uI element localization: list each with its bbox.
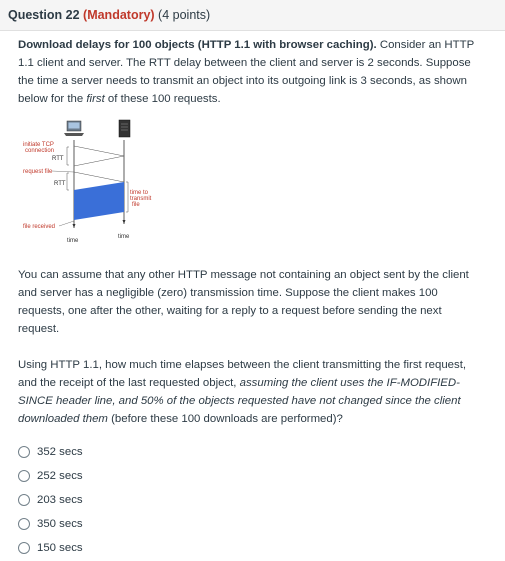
label-rtt-1: RTT	[52, 156, 64, 162]
label-transmit: transmit	[130, 196, 152, 202]
question-paragraph-3	[18, 356, 484, 428]
paragraph-1-text-a: Consider an HTTP 1.1 client and server. The RTT delay between the client and server is 2 seconds. Suppose the time a server needs to transmit an object into its outgoing link is 3 seconds, as shown below for the	[18, 39, 474, 105]
question-bold-lead: Download delays for 100 objects (HTTP 1.1 with browser caching).	[18, 39, 377, 51]
mandatory-label: (Mandatory)	[83, 8, 155, 22]
label-time-to: time to	[130, 190, 149, 196]
label-rtt-2: RTT	[54, 181, 66, 187]
label-time-server: time	[118, 234, 130, 240]
answer-option[interactable]	[18, 464, 83, 488]
answer-option[interactable]	[18, 536, 83, 560]
question-title	[8, 8, 210, 22]
radio-button[interactable]	[18, 542, 30, 554]
server-icon	[119, 120, 130, 137]
client-computer-icon	[64, 121, 84, 136]
option-label: 203 secs	[37, 494, 83, 506]
option-label: 352 secs	[37, 446, 83, 458]
label-initiate-tcp: initiate TCP	[23, 142, 54, 148]
points-label: (4 points)	[158, 8, 211, 22]
question-paragraph-1	[18, 36, 484, 108]
question-number: Question 22	[8, 8, 80, 22]
label-file: file	[132, 202, 140, 208]
paragraph-1-text-b: of these 100 requests.	[104, 93, 221, 105]
radio-button[interactable]	[18, 446, 30, 458]
radio-button[interactable]	[18, 470, 30, 482]
label-time-client: time	[67, 238, 79, 244]
timing-diagram	[22, 116, 182, 256]
label-request-file: request file	[23, 169, 53, 175]
paragraph-3-text-a: Using HTTP 1.1, how much time elapses between the client transmitting the first request, and the receipt of the last requested object,	[18, 359, 467, 389]
radio-button[interactable]	[18, 518, 30, 530]
option-label: 252 secs	[37, 470, 83, 482]
question-paragraph-2: You can assume that any other HTTP message not containing an object sent by the client and server has a negligible (zero) transmission time. Suppose the client makes 100 requests, one after the other, waiting for a reply to a request before sending the next request.	[18, 269, 469, 335]
paragraph-3-text-b: (before these 100 downloads are performed)?	[107, 413, 343, 425]
label-file-received: file received	[23, 224, 56, 230]
answer-option[interactable]	[18, 512, 83, 536]
answer-options	[18, 440, 83, 560]
radio-button[interactable]	[18, 494, 30, 506]
paragraph-1-italic: first	[86, 93, 105, 105]
question-header	[0, 0, 505, 31]
answer-option[interactable]	[18, 488, 83, 512]
label-connection: connection	[25, 148, 55, 154]
answer-option[interactable]	[18, 440, 83, 464]
option-label: 150 secs	[37, 542, 83, 554]
timing-diagram-svg	[22, 116, 182, 256]
option-label: 350 secs	[37, 518, 83, 530]
file-transmission-box	[74, 182, 124, 220]
paragraph-3-italic: assuming the client uses the IF-MODIFIED-SINCE header line, and 50% of the objects requested have not changed since the client downloaded them	[18, 377, 461, 425]
